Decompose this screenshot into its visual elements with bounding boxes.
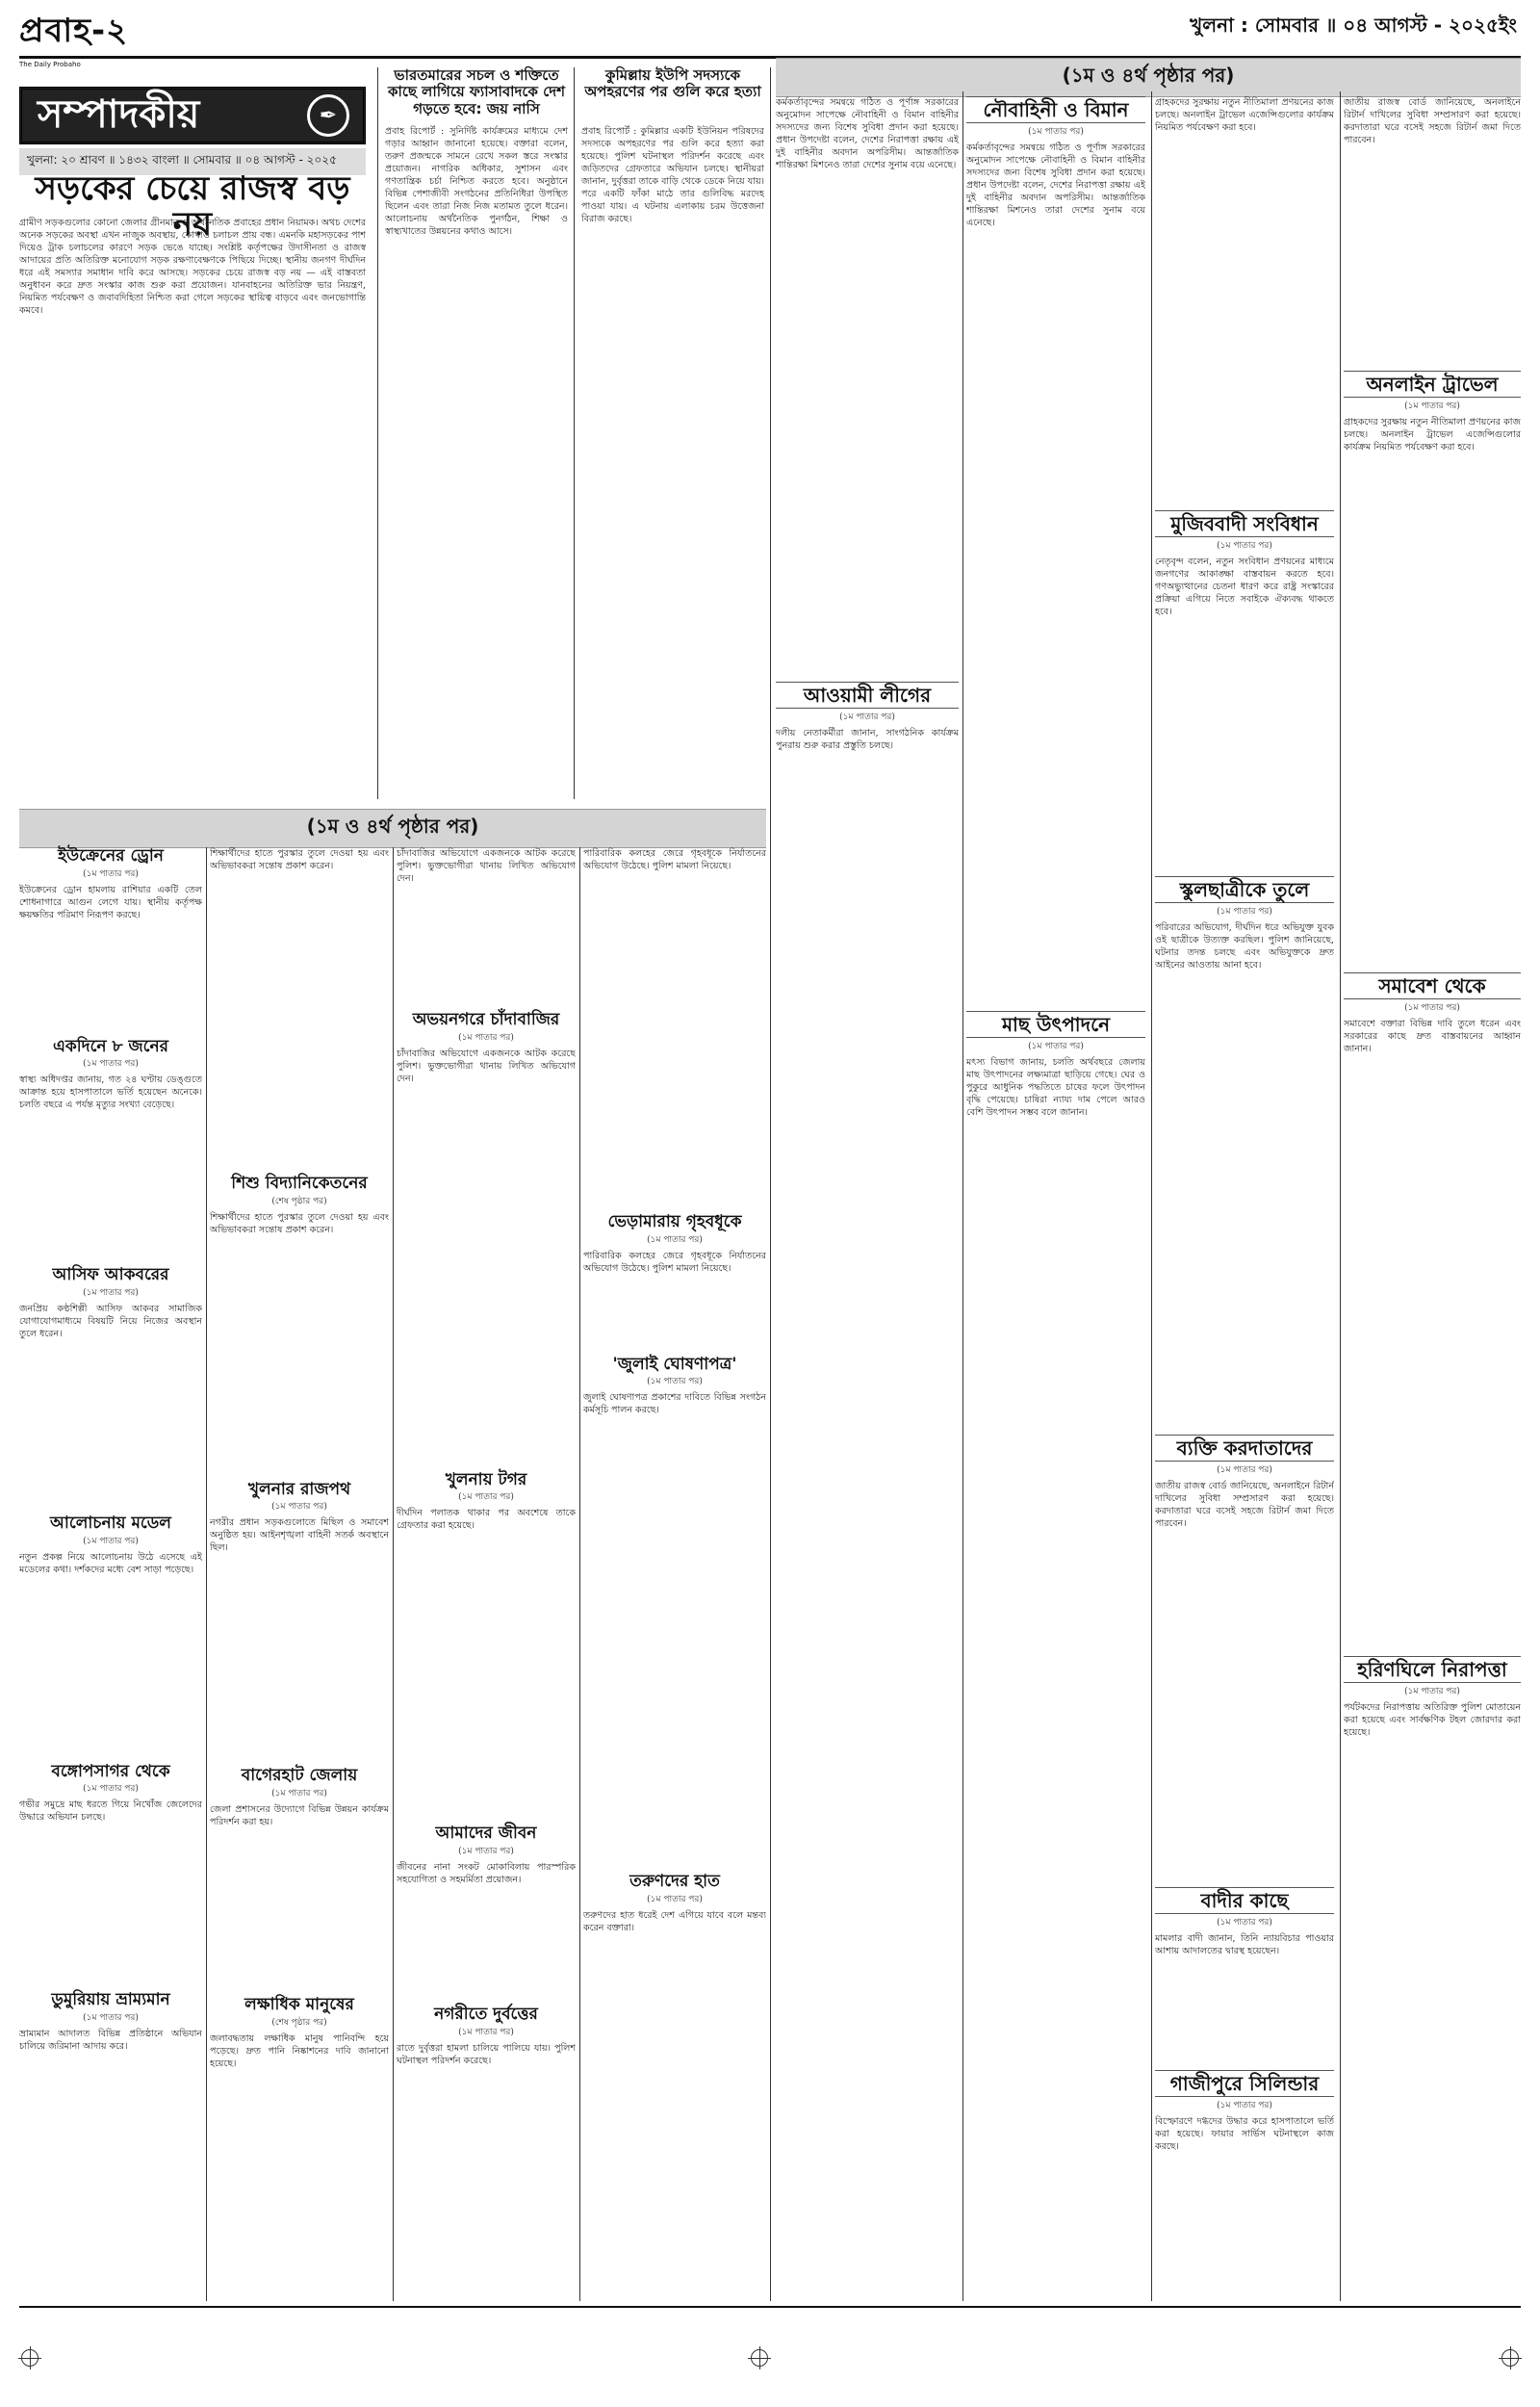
story-col-d [1344,96,1521,356]
story-body: শিক্ষার্থীদের হাতে পুরস্কার তুলে দেওয়া হয় এবং অভিভাবকরা সন্তোষ প্রকাশ করেন। [210,848,389,871]
column-divider [1340,91,1341,2301]
story-block [210,1175,389,1481]
top-story-2-body: প্রবাহ রিপোর্ট : কুমিল্লার একটি ইউনিয়ন পরিষদের সদস্যকে অপহরণের পর গুলি করে হত্যা করা হয়েছে। পুলিশ ঘটনাস্থল পরিদর্শন করেছে এবং জড়িতদের গ্রেফতারে অভিযান চলছে। স্থানীয়রা জানান, দুর্বৃত্তরা তাকে বাড়ি থেকে ডেকে নিয়ে যায়। পরে একটি ফাঁকা মাঠে তার গুলিবিদ্ধ মরদেহ পাওয়া যায়। এ ঘটনায় এলাকায় চরম উত্তেজনা বিরাজ করছে। [581,126,764,224]
story-sub: (১ম পাতার পর) [83,1288,139,1299]
story-sub: (১ম পাতার পর) [647,1234,703,1245]
story-headline: আলোচনায় মডেল [50,1514,171,1534]
story-block [397,1011,576,1471]
masthead-date: খুলনা : সোমবার ॥ ০৪ আগস্ট - ২০২৫ইং [1190,13,1517,37]
story-sub: (১ম পাতার পর) [1217,907,1272,917]
story-sub: (১ম পাতার পর) [83,1059,139,1070]
column-divider [206,847,207,2301]
story-headline: হরিণঘিলে নিরাপত্তা [1344,1656,1521,1683]
bottom-rule [19,2306,1521,2308]
story-sub: (১ম পাতার পর) [271,1789,327,1799]
story-body: শিক্ষার্থীদের হাতে পুরস্কার তুলে দেওয়া হয় এবং অভিভাবকরা সন্তোষ প্রকাশ করেন। [210,1211,389,1235]
story-block [397,2006,576,2235]
story-headline: ইউক্রেনের ড্রোন [58,846,164,866]
story-body: তরুণদের হাত ধরেই দেশ এগিয়ে যাবে বলে মন্তব্য করেন বক্তারা। [583,1910,766,1934]
story-body: চাঁদাবাজির অভিযোগে একজনকে আটক করেছে পুলিশ। ভুক্তভোগীরা থানায় লিখিত অভিযোগ দেন। [397,1048,576,1084]
logo-text: প্রবাহ-২ [19,12,129,50]
column-divider [962,91,963,2301]
story-body: মামলার বাদী জানান, তিনি ন্যায়বিচার পাওয়ার আশায় আদালতের দ্বারস্থ হয়েছেন। [1155,1933,1334,1956]
story-headline: লক্ষাধিক মানুষের [244,1995,354,2015]
story-body: জুলাই ঘোষণাপত্র প্রকাশের দাবিতে বিভিন্ন সংগঠন কর্মসূচি পালন করছে। [583,1392,766,1416]
story-online [1344,371,1521,974]
story-fish [966,1011,1145,2289]
story-rally [1344,972,1521,1653]
story-sub: (১ম পাতার পর) [458,2027,514,2037]
story-block [19,847,202,1038]
column-divider [1151,91,1152,2301]
continuation-bar-top: (১ম ও ৪র্থ পৃষ্ঠার পর) [776,58,1521,97]
story-body: সমাবেশে বক্তারা বিভিন্ন দাবি তুলে ধরেন এবং সরকারের কাছে দ্রুত বাস্তবায়নের আহ্বান জানান। [1344,1019,1521,1054]
continuation-bar-lower: (১ম ও ৪র্থ পৃষ্ঠার পর) [19,809,766,848]
story-sub: (১ম পাতার পর) [1404,401,1460,411]
story-block [583,1356,766,1874]
story-body: কর্মকর্তাবৃন্দের সমন্বয়ে গঠিত ও পূর্ণাঙ্গ সরকারের অনুমোদন সাপেক্ষে নৌবাহিনী ও বিমান বাহিনীর সদস্যদের জন্য বিশেষ সুবিধা প্রদান করা হয়েছে। প্রধান উপদেষ্টা বলেন, দেশের নিরাপত্তা রক্ষায় এই দুই বাহিনীর অবদান অপরিসীম। আন্তর্জাতিক শান্তিরক্ষা মিশনেও তারা দেশের সুনাম বয়ে এনেছে। [776,97,959,170]
story-body: নেতৃবৃন্দ বলেন, নতুন সংবিধান প্রণয়নের মাধ্যমে জনগণের আকাঙ্ক্ষা বাস্তবায়ন করতে হবে। গণঅভ্যুত্থানের চেতনা ধারণ করে রাষ্ট্র সংস্কারের প্রক্রিয়া এগিয়ে নিতে সবাইকে ঐক্যবদ্ধ থাকতে হবে। [1155,556,1334,617]
story-headline: অভয়নগরে চাঁদাবাজির [412,1010,560,1029]
story-sub: (১ম পাতার পর) [83,868,139,879]
story-headline: খুলনায় টগর [445,1469,527,1489]
story-sub: (১ম পাতার পর) [839,712,895,722]
story-sub: (১ম পাতার পর) [271,1502,327,1513]
story-body: বিস্ফোরণে দগ্ধদের উদ্ধার করে হাসপাতালে ভর্তি করা হয়েছে। ফায়ার সার্ভিস ঘটনাস্থলে কাজ করছে। [1155,2116,1334,2152]
story-sub: (১ম পাতার পর) [647,1895,703,1905]
column-divider [770,67,771,2301]
lower-column-4 [583,847,766,2294]
story-sub: (১ম পাতার পর) [1028,1042,1084,1051]
story-body: দলীয় নেতাকর্মীরা জানান, সাংগঠনিক কার্যক্রম পুনরায় শুরু করার প্রস্তুতি চলছে। [776,728,959,751]
story-body: জীবনের নানা সংকট মোকাবিলায় পারস্পরিক সহযোগিতা ও সহমর্মিতা প্রয়োজন। [397,1862,576,1886]
story-headline: আসিফ আকবরের [52,1265,169,1285]
story-sub: (শেষ পৃষ্ঠার পর) [271,1196,327,1206]
lower-column-1 [19,847,202,2172]
story-body: জেলা প্রশাসনের উদ্যোগে বিভিন্ন উন্নয়ন কার্যক্রম পরিদর্শন করা হয়। [210,1804,389,1828]
story-body: নগরীর প্রধান সড়কগুলোতে মিছিল ও সমাবেশ অনুষ্ঠিত হয়। আইনশৃঙ্খলা বাহিনী সতর্ক অবস্থানে ছিল। [210,1517,389,1554]
story-harir [1344,1656,1521,2289]
story-headline: বঙ্গোপসাগর থেকে [51,1761,170,1781]
story-sub: (১ম পাতার পর) [458,1847,514,1857]
story-sub: (১ম পাতার পর) [1404,1687,1460,1696]
story-headline: গাজীপুরে সিলিন্ডার [1155,2070,1334,2097]
story-block [210,1996,389,2244]
story-block [19,1038,202,1267]
column-divider [579,847,580,2301]
story-gazipur [1155,2070,1334,2289]
story-body: গভীর সমুদ্রে মাছ ধরতে গিয়ে নিখোঁজ জেলেদের উদ্ধারে অভিযান চলছে। [19,1799,202,1824]
top-story-1-body: প্রবাহ রিপোর্ট : সুনির্দিষ্ট কার্যক্রমের মাধ্যমে দেশ গড়ার আহ্বান জানানো হয়েছে। বক্তারা বলেন, তরুণ প্রজন্মকে সামনে রেখে সকল স্তরে সংস্কার প্রয়োজন। নাগরিক অধিকার, সুশাসন এবং গণতান্ত্রিক চর্চা নিশ্চিত করতে হবে। অনুষ্ঠানে বিভিন্ন পেশাজীবী সংগঠনের প্রতিনিধিরা উপস্থিত ছিলেন এবং তারা নিজ নিজ মতামত তুলে ধরেন। আলোচনায় অর্থনৈতিক পুনর্গঠন, শিক্ষা ও স্বাস্থ্যখাতের উন্নয়নের কথাও আসে। [385,126,568,237]
story-sub: (১ম পাতার পর) [647,1377,703,1387]
story-mujib [1155,510,1334,883]
registration-mark-icon [21,2349,38,2367]
story-headline: ভেড়ামারায় গৃহবধূকে [607,1212,742,1231]
story-headline: বাদীর কাছে [1155,1887,1334,1914]
story-body: ভ্রাম্যমান আদালত বিভিন্ন প্রতিষ্ঠানে অভিযান চালিয়ে জরিমানা আদায় করে। [19,2029,202,2053]
story-body: পরিবারের অভিযোগ, দীর্ঘদিন ধরে অভিযুক্ত যুবক ওই ছাত্রীকে উত্যক্ত করছিল। পুলিশ জানিয়েছে, ঘটনার তদন্ত চলছে এবং অভিযুক্তকে দ্রুত আইনের আওতায় আনা হবে। [1155,922,1334,971]
story-headline: সমাবেশ থেকে [1344,972,1521,999]
lower-column-2 [210,847,389,2244]
story-body: স্বাস্থ্য অধিদপ্তর জানায়, গত ২৪ ঘণ্টায় ডেঙ্গুতে আক্রান্ত হয়ে হাসপাতালে ভর্তি হয়েছেন অনেকে। চলতি বছরে এ পর্যন্ত মৃত্যুর সংখ্যা বেড়েছে। [19,1074,202,1111]
registration-mark-icon [1502,2349,1519,2367]
story-navy [966,96,1145,931]
story-col-c [1155,96,1334,501]
story-headline: নৌবাহিনী ও বিমান [966,96,1145,123]
story-headline: ডুমুরিয়ায় ভ্রাম্যমান [51,1990,170,2010]
story-sub: (১ম পাতার পর) [1217,541,1272,551]
story-block [583,1213,766,1356]
top-story-1-headline: ভারতমারের সচল ও শক্তিতে কাছে লাগিয়ে ফ্যাসাবাদকে দেশ গড়তে হবে: জয় নাসি [387,66,565,117]
story-headline: বাগেরহাট জেলায় [241,1766,358,1786]
story-body: গ্রাহকদের সুরক্ষায় নতুন নীতিমালা প্রণয়নের কাজ চলছে। অনলাইন ট্রাভেল এজেন্সিগুলোর কার্যক্রম নিয়মিত পর্যবেক্ষণ করা হবে। [1155,97,1334,133]
story-sub: (১ম পাতার পর) [83,2013,139,2024]
story-headline: আমাদের জীবন [435,1824,537,1844]
pen-icon: ✒ [307,94,349,137]
logo-tagline: The Daily Probaho [19,61,81,68]
story-block [19,1514,202,1763]
story-headline: একদিনে ৮ জনের [52,1036,168,1056]
story-sub: (১ম পাতার পর) [1217,1465,1272,1475]
story-body: পর্যটকদের নিরাপত্তায় অতিরিক্ত পুলিশ মোতায়েন করা হয়েছে এবং সার্বক্ষণিক টহল জোরদার করা হয়েছে। [1344,1702,1521,1738]
story-headline: শিশু বিদ্যানিকেতনের [231,1174,368,1193]
story-headline: অনলাইন ট্রাভেল [1344,371,1521,398]
story-headline: মাছ উৎপাদনে [966,1011,1145,1038]
story-headline: নগরীতে দুর্বত্তের [434,2005,538,2025]
story-school [1155,876,1334,1441]
story-body: রাতে দুর্বৃত্তরা হামলা চালিয়ে পালিয়ে যায়। পুলিশ ঘটনাস্থল পরিদর্শন করেছে। [397,2042,576,2066]
editorial-body: গ্রামীণ সড়কগুলোর কোনো জেলার গ্রীনমান ও অর্থনৈতিক প্রবাহের প্রধান নিয়ামক। অথচ দেশের অনেক সড়কের অবস্থা এখন নাজুক অবস্থায়, কোথাও চলাচল প্রায় বন্ধ। এমনকি মহাসড়কের পাশ দিয়েও ট্রাক চলাচলের কারণে সড়ক ভেঙে যাচ্ছে। সংশ্লিষ্ট কর্তৃপক্ষের উদাসীনতা ও রাজস্ব আদায়ের প্রতি অতিরিক্ত মনোযোগ সড়ক রক্ষণাবেক্ষণকে পিছিয়ে দিচ্ছে। স্থানীয় জনগণ দীর্ঘদিন ধরে এই সমস্যার সমাধান দাবি করে আসছে। সড়কের চেয়ে রাজস্ব বড় নয় — এই বাস্তবতা অনুধাবন করে দ্রুত সংস্কার কাজ শুরু করা প্রয়োজন। যানবাহনের অতিরিক্ত ভার নিয়ন্ত্রণ, নিয়মিত পর্যবেক্ষণ ও জবাবদিহিতা নিশ্চিত করা গেলে সড়কের স্থায়িত্ব বাড়বে এবং জনভোগান্তি কমবে। [19,218,366,316]
story-body: ইউক্রেনের ড্রোন হামলায় রাশিয়ার একটি তেল শোধনাগারে আগুন লেগে যায়। স্থানীয় কর্তৃপক্ষ ক্ষয়ক্ষতির পরিমাণ নিরূপণ করছে। [19,884,202,920]
story-bari [1155,1887,1334,2077]
story-block [397,1825,576,2006]
story-body: মৎস্য বিভাগ জানায়, চলতি অর্থবছরে জেলায় মাছ উৎপাদনের লক্ষ্যমাত্রা ছাড়িয়ে গেছে। ঘের ও পুকুরে আধুনিক পদ্ধতিতে চাষের ফলে উৎপাদন বৃদ্ধি পেয়েছে। চাষিরা ন্যায্য দাম পেলে আরও বেশি উৎপাদন সম্ভব বলে জানান। [966,1057,1145,1118]
story-body: নতুন প্রকল্প নিয়ে আলোচনায় উঠে এসেছে এই মডেলের কথা। দর্শকদের মধ্যে বেশ সাড়া পড়েছে। [19,1551,202,1575]
story-sub: (১ম পাতার পর) [458,1492,514,1503]
story-headline: আওয়ামী লীগের [776,682,959,709]
story-body: জলাবদ্ধতায় লক্ষাধিক মানুষ পানিবন্দি হয়ে পড়েছে। দ্রুত পানি নিষ্কাশনের দাবি জানানো হয়েছে। [210,2032,389,2069]
story-block [583,1873,766,2294]
editorial-banner-label: সম্পাদকীয় [38,91,200,137]
story-block [210,1481,389,1768]
story-headline: ব্যক্তি করদাতাদের [1155,1435,1334,1462]
story-sub: (১ম পাতার পর) [1404,1003,1460,1013]
story-body: জাতীয় রাজস্ব বোর্ড জানিয়েছে, অনলাইনে রিটার্ন দাখিলের সুবিধা সম্প্রসারণ করা হয়েছে। করদাতারা ঘরে বসেই সহজে রিটার্ন জমা দিতে পারবেন। [1155,1481,1334,1529]
story-headline: খুলনার রাজপথ [247,1479,351,1499]
story-headline: 'জুলাই ঘোষণাপত্র' [612,1354,737,1374]
story-sub: (১ম পাতার পর) [1217,1918,1272,1928]
story-sub: (১ম পাতার পর) [83,1784,139,1795]
story-headline: মুজিববাদী সংবিধান [1155,510,1334,537]
story-continuation-a [776,96,959,996]
story-sub: (১ম পাতার পর) [1217,2101,1272,2110]
editorial-banner [19,87,366,144]
story-body: পারিবারিক কলহের জেরে গৃহবধূকে নির্যাতনের অভিযোগ উঠেছে। পুলিশ মামলা নিয়েছে। [583,1250,766,1274]
story-sub: (১ম পাতার পর) [83,1536,139,1546]
story-headline: তরুণদের হাত [629,1872,720,1892]
story-body: দীর্ঘদিন পলাতক থাকার পর অবশেষে তাকে গ্রেফতার করা হয়েছে। [397,1508,576,1532]
story-body: চাঁদাবাজির অভিযোগে একজনকে আটক করেছে পুলিশ। ভুক্তভোগীরা থানায় লিখিত অভিযোগ দেন। [397,848,576,884]
story-block [19,1991,202,2172]
story-body: গ্রাহকদের সুরক্ষায় নতুন নীতিমালা প্রণয়নের কাজ চলছে। অনলাইন ট্রাভেল এজেন্সিগুলোর কার্যক্রম নিয়মিত পর্যবেক্ষণ করা হবে। [1344,417,1521,453]
story-block [397,1471,576,1825]
story-body: পারিবারিক কলহের জেরে গৃহবধূকে নির্যাতনের অভিযোগ উঠেছে। পুলিশ মামলা নিয়েছে। [583,848,766,871]
story-block [19,1266,202,1514]
registration-mark-icon [751,2349,768,2367]
column-divider [574,67,575,799]
story-headline: স্কুলছাত্রীকে তুলে [1155,876,1334,903]
story-body: কর্মকর্তাবৃন্দের সমন্বয়ে গঠিত ও পূর্ণাঙ্গ সরকারের অনুমোদন সাপেক্ষে নৌবাহিনী ও বিমান বাহিনীর সদস্যদের জন্য বিশেষ সুবিধা প্রদান করা হয়েছে। প্রধান উপদেষ্টা বলেন, দেশের নিরাপত্তা রক্ষায় এই দুই বাহিনীর অবদান অপরিসীম। আন্তর্জাতিক শান্তিরক্ষা মিশনেও তারা দেশের সুনাম বয়ে এনেছে। [966,142,1145,228]
story-body: জাতীয় রাজস্ব বোর্ড জানিয়েছে, অনলাইনে রিটার্ন দাখিলের সুবিধা সম্প্রসারণ করা হয়েছে। করদাতারা ঘরে বসেই সহজে রিটার্ন জমা দিতে পারবেন। [1344,97,1521,145]
story-sub: (১ম পাতার পর) [1028,127,1084,137]
story-sub: (১ম পাতার পর) [458,1032,514,1043]
story-tax [1155,1435,1334,1884]
lower-column-3 [397,847,576,2235]
column-divider [393,847,394,2301]
story-sub: (শেষ পৃষ্ঠার পর) [271,2017,327,2028]
newspaper-logo [19,6,154,68]
editorial-dateline: খুলনা: ২০ শ্রাবণ ॥ ১৪৩২ বাংলা ॥ সোমবার ॥ ০৪ আগস্ট - ২০২৫ [19,148,366,175]
editorial-headline: সড়কের চেয়ে রাজস্ব বড় নয় [35,169,350,245]
top-story-2-headline: কুমিল্লায় ইউপি সদস্যকে অপহরণের পর গুলি করে হত্যা [584,66,761,101]
column-divider [377,67,378,799]
story-body: জনপ্রিয় কণ্ঠশিল্পী আসিফ আকবর সামাজিক যোগাযোগমাধ্যমে বিষয়টি নিয়ে নিজের অবস্থান তুলে ধরেন। [19,1304,202,1340]
story-block [210,1767,389,1996]
story-block [19,1763,202,1992]
